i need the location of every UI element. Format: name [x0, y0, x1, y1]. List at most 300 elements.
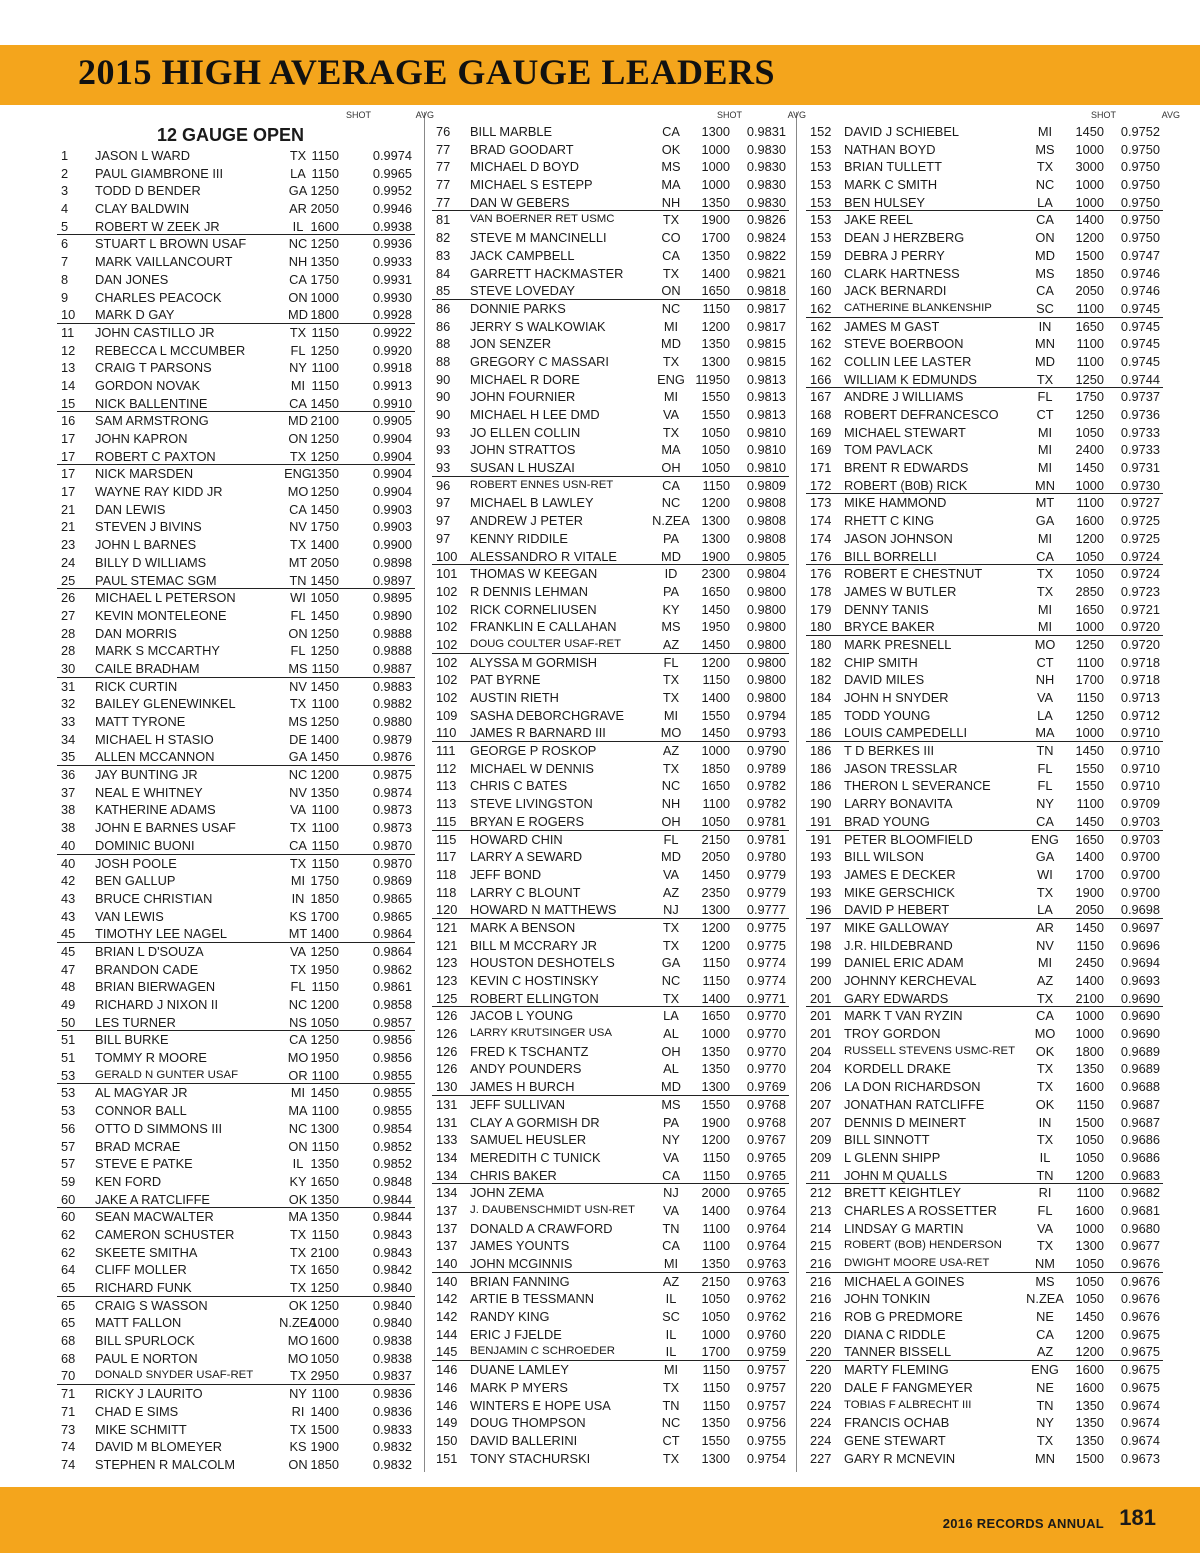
avg-cell: 0.9718 — [1120, 654, 1160, 670]
name-cell: MARK A BENSON — [470, 919, 576, 935]
avg-cell: 0.9677 — [1120, 1238, 1160, 1254]
name-cell: VAN LEWIS — [95, 908, 164, 924]
rank-cell: 90 — [436, 389, 451, 405]
name-cell: JOHN E BARNES USAF — [95, 820, 236, 836]
state-cell: CA — [289, 271, 307, 287]
rank-cell: 102 — [436, 672, 458, 688]
shot-cell: 1450 — [310, 501, 339, 517]
name-cell: RHETT C KING — [844, 513, 935, 529]
name-cell: JAMES E DECKER — [844, 866, 956, 882]
table-row — [806, 707, 1163, 725]
state-cell: N.ZEA — [1026, 1291, 1064, 1307]
rank-cell: 224 — [810, 1397, 832, 1413]
state-cell: MD — [1035, 247, 1055, 263]
state-cell: IL — [665, 1326, 677, 1342]
avg-cell: 0.9755 — [746, 1432, 786, 1448]
avg-cell: 0.9777 — [746, 902, 786, 918]
shot-cell: 1150 — [702, 955, 730, 971]
rank-cell: 28 — [61, 625, 76, 641]
rank-cell: 214 — [810, 1220, 832, 1236]
shot-cell: 2950 — [310, 1368, 339, 1384]
rank-cell: 38 — [61, 820, 76, 836]
table-row — [57, 625, 415, 643]
rank-cell: 174 — [810, 530, 832, 546]
rank-cell: 174 — [810, 513, 832, 529]
name-cell: DAN W GEBERS — [470, 194, 570, 210]
avg-cell: 0.9752 — [1120, 124, 1160, 139]
avg-cell: 0.9782 — [746, 796, 786, 812]
name-cell: SKEETE SMITHA — [95, 1244, 198, 1260]
rank-cell: 142 — [436, 1309, 458, 1325]
name-cell: T D BERKES III — [844, 743, 935, 759]
rank-cell: 27 — [61, 607, 76, 623]
avg-cell: 0.9804 — [746, 566, 786, 582]
avg-cell: 0.9817 — [746, 300, 786, 316]
name-cell: DAVID P HEBERT — [844, 902, 950, 918]
table-row — [57, 925, 415, 943]
avg-cell: 0.9765 — [746, 1167, 786, 1183]
rank-cell: 140 — [436, 1256, 458, 1271]
avg-cell: 0.9769 — [746, 1079, 786, 1095]
table-row — [806, 1326, 1163, 1344]
shot-cell: 1600 — [310, 218, 339, 234]
shot-cell: 1750 — [1075, 389, 1104, 405]
table-row — [57, 1438, 415, 1456]
avg-cell: 0.9844 — [372, 1209, 412, 1225]
state-cell: IL — [665, 1344, 677, 1360]
table-row — [806, 1290, 1163, 1308]
name-cell: RANDY KING — [470, 1309, 550, 1325]
rank-cell: 102 — [436, 601, 458, 617]
shot-cell: 1200 — [310, 767, 339, 783]
name-cell: BRIAN FANNING — [470, 1273, 570, 1289]
shot-cell: 1400 — [310, 731, 339, 747]
rank-cell: 49 — [61, 997, 76, 1012]
state-cell: TX — [662, 424, 680, 440]
shot-cell: 2100 — [1075, 990, 1104, 1006]
shot-cell: 1600 — [1075, 1202, 1104, 1218]
name-cell: JASON JOHNSON — [844, 530, 953, 546]
rank-cell: 48 — [61, 979, 76, 995]
avg-cell: 0.9843 — [372, 1244, 412, 1260]
avg-cell: 0.9721 — [1120, 601, 1160, 617]
name-cell: JOHN L BARNES — [95, 537, 197, 553]
avg-cell: 0.9904 — [372, 448, 412, 464]
avg-cell: 0.9856 — [372, 1032, 412, 1048]
shot-cell: 2050 — [310, 554, 339, 570]
state-cell: FL — [1037, 1202, 1053, 1218]
state-cell: MN — [1035, 1450, 1055, 1466]
state-cell: AR — [1036, 919, 1054, 935]
avg-cell: 0.9864 — [372, 926, 412, 942]
name-cell: RICK CURTIN — [95, 678, 178, 694]
avg-cell: 0.9760 — [746, 1326, 786, 1342]
rank-cell: 173 — [810, 495, 832, 511]
avg-cell: 0.9724 — [1120, 566, 1160, 582]
rank-cell: 71 — [61, 1386, 76, 1402]
table-row — [806, 919, 1163, 937]
state-cell: TX — [1036, 371, 1054, 387]
state-cell: NC — [661, 300, 681, 316]
rank-cell: 93 — [436, 442, 451, 458]
shot-cell: 1050 — [310, 1014, 339, 1030]
avg-cell: 0.9888 — [372, 643, 412, 659]
table-row — [806, 512, 1163, 530]
shot-header: SHOT — [716, 110, 742, 120]
table-row — [806, 265, 1163, 283]
name-cell: DEAN J HERZBERG — [844, 230, 965, 246]
avg-cell: 0.9855 — [372, 1103, 412, 1119]
avg-cell: 0.9703 — [1120, 831, 1160, 847]
table-row — [432, 671, 789, 689]
shot-cell: 1100 — [311, 1386, 339, 1402]
state-cell: TX — [1036, 566, 1054, 582]
leaders-list — [806, 123, 1163, 1467]
rank-cell: 160 — [810, 283, 832, 299]
rank-cell: 140 — [436, 1273, 458, 1289]
name-cell: KENNY RIDDILE — [470, 530, 568, 546]
table-row — [806, 760, 1163, 778]
avg-cell: 0.9737 — [1120, 389, 1160, 405]
rank-cell: 26 — [61, 590, 76, 606]
shot-cell: 1400 — [701, 690, 730, 705]
state-cell: MS — [1035, 265, 1055, 281]
state-cell: TX — [662, 1450, 680, 1466]
state-cell: TX — [289, 1368, 307, 1384]
table-row — [432, 512, 789, 530]
shot-cell: 1150 — [311, 165, 339, 181]
avg-cell: 0.9762 — [746, 1291, 786, 1307]
name-cell: MICHAEL H STASIO — [95, 731, 214, 747]
state-cell: MI — [663, 707, 679, 723]
shot-cell: 2850 — [1075, 583, 1104, 599]
state-cell: MS — [661, 619, 681, 635]
table-row — [57, 1279, 415, 1297]
name-cell: DAVID J SCHIEBEL — [844, 124, 959, 139]
rank-cell: 118 — [436, 884, 457, 900]
shot-cell: 2100 — [310, 413, 339, 429]
shot-cell: 1000 — [1075, 477, 1104, 493]
avg-cell: 0.9824 — [746, 230, 786, 246]
rank-cell: 71 — [61, 1403, 76, 1419]
name-cell: JACOB L YOUNG — [470, 1008, 574, 1024]
shot-cell: 1050 — [1075, 1273, 1104, 1289]
rank-cell: 37 — [61, 784, 76, 800]
rank-cell: 123 — [436, 973, 458, 988]
rank-cell: 169 — [810, 442, 832, 458]
state-cell: TX — [662, 760, 680, 776]
avg-cell: 0.9687 — [1120, 1096, 1160, 1112]
rank-cell: 102 — [436, 654, 458, 670]
table-row — [57, 748, 415, 766]
shot-cell: 1250 — [1075, 707, 1104, 723]
state-cell: N.ZEA — [652, 513, 690, 529]
avg-cell: 0.9757 — [746, 1379, 786, 1395]
name-cell: BRAD MCRAE — [95, 1138, 181, 1154]
state-cell: TX — [289, 324, 307, 340]
state-cell: FL — [290, 643, 306, 659]
rank-cell: 77 — [436, 177, 451, 193]
avg-cell: 0.9930 — [372, 289, 412, 305]
table-row — [432, 618, 789, 636]
table-row — [57, 572, 415, 590]
table-row — [57, 961, 415, 979]
rank-cell: 204 — [810, 1043, 832, 1059]
state-cell: MI — [663, 389, 679, 405]
shot-cell: 1250 — [310, 1280, 339, 1295]
table-row — [57, 908, 415, 926]
shot-cell: 1350 — [1075, 1415, 1104, 1431]
name-cell: JOHNNY KERCHEVAL — [844, 973, 977, 988]
name-cell: KEN FORD — [95, 1173, 162, 1189]
name-cell: JOHN CASTILLO JR — [95, 324, 215, 340]
table-row — [57, 1350, 415, 1368]
name-cell: JAKE A RATCLIFFE — [95, 1191, 210, 1207]
table-row — [806, 724, 1163, 742]
name-cell: MARK PRESNELL — [844, 636, 952, 652]
table-row — [806, 1397, 1163, 1415]
rank-cell: 57 — [61, 1138, 76, 1154]
name-cell: DWIGHT MOORE USA-RET — [844, 1257, 990, 1269]
rank-cell: 6 — [61, 236, 69, 252]
rank-cell: 60 — [61, 1209, 76, 1225]
avg-cell: 0.9724 — [1120, 548, 1160, 564]
rank-cell: 201 — [810, 1008, 832, 1024]
shot-cell: 1150 — [702, 973, 730, 988]
shot-cell: 1000 — [1075, 1008, 1104, 1024]
name-cell: CRAIG T PARSONS — [95, 360, 212, 376]
name-cell: TONY STACHURSKI — [470, 1450, 591, 1466]
shot-cell: 1200 — [1075, 1344, 1104, 1360]
state-cell: TN — [289, 572, 307, 588]
state-cell: GA — [1035, 513, 1055, 529]
table-row — [806, 937, 1163, 955]
name-cell: TIMOTHY LEE NAGEL — [95, 926, 228, 942]
name-cell: PAUL GIAMBRONE III — [95, 165, 223, 181]
name-cell: ALESSANDRO R VITALE — [470, 548, 617, 564]
table-row — [806, 1361, 1163, 1379]
avg-cell: 0.9830 — [746, 141, 786, 157]
rank-cell: 101 — [436, 566, 458, 582]
table-row — [806, 1255, 1163, 1273]
table-row — [806, 548, 1163, 566]
rank-cell: 220 — [810, 1344, 832, 1360]
rank-cell: 191 — [810, 813, 832, 829]
rank-cell: 76 — [436, 124, 451, 139]
name-cell: RICKY J LAURITO — [95, 1386, 203, 1402]
name-cell: L GLENN SHIPP — [844, 1149, 941, 1165]
avg-cell: 0.9763 — [746, 1256, 786, 1271]
shot-cell: 1050 — [1075, 1132, 1104, 1148]
table-row — [57, 801, 415, 819]
state-cell: NH — [1035, 672, 1055, 688]
table-row — [806, 353, 1163, 371]
rank-cell: 137 — [436, 1220, 458, 1236]
avg-cell: 0.9922 — [372, 324, 412, 340]
avg-cell: 0.9826 — [746, 212, 786, 228]
table-row — [57, 784, 415, 802]
name-cell: JAMES R BARNARD III — [470, 725, 606, 741]
table-row — [57, 165, 415, 183]
avg-cell: 0.9768 — [746, 1096, 786, 1112]
table-row — [57, 1403, 415, 1421]
avg-cell: 0.9890 — [372, 607, 412, 623]
avg-cell: 0.9875 — [372, 767, 412, 783]
state-cell: NC — [661, 973, 681, 988]
avg-cell: 0.9694 — [1120, 955, 1160, 971]
name-cell: JOHN ZEMA — [470, 1185, 544, 1201]
table-row — [432, 1290, 789, 1308]
table-row — [432, 742, 789, 760]
avg-cell: 0.9815 — [746, 353, 786, 369]
table-row — [432, 548, 789, 566]
rank-cell: 68 — [61, 1333, 76, 1349]
shot-cell: 1650 — [701, 778, 730, 794]
shot-cell: 1100 — [702, 1220, 730, 1236]
name-cell: CHIP SMITH — [844, 654, 918, 670]
name-cell: CLAY A GORMISH DR — [470, 1114, 600, 1130]
rank-cell: 64 — [61, 1262, 76, 1278]
state-cell: TX — [1036, 583, 1054, 599]
rank-cell: 43 — [61, 908, 76, 924]
table-row — [806, 1167, 1163, 1185]
shot-cell: 1050 — [310, 1350, 339, 1366]
name-cell: GEORGE P ROSKOP — [470, 743, 597, 759]
name-cell: LES TURNER — [95, 1014, 176, 1030]
name-cell: CHARLES PEACOCK — [95, 289, 222, 305]
shot-cell: 1100 — [1076, 495, 1104, 511]
table-row — [432, 1025, 789, 1043]
table-row — [432, 972, 789, 990]
table-row — [57, 890, 415, 908]
column-header — [806, 106, 1180, 123]
name-cell: COLLIN LEE LASTER — [844, 353, 972, 369]
state-cell: ON — [288, 1138, 308, 1154]
name-cell: RUSSELL STEVENS USMC-RET — [844, 1044, 1016, 1057]
state-cell: IN — [1038, 318, 1052, 334]
rank-cell: 68 — [61, 1350, 76, 1366]
state-cell: MI — [1037, 424, 1053, 440]
rank-cell: 17 — [61, 466, 76, 482]
state-cell: VA — [289, 943, 307, 959]
shot-cell: 1400 — [310, 537, 339, 553]
avg-cell: 0.9880 — [372, 714, 412, 729]
shot-cell: 1800 — [310, 307, 339, 323]
name-cell: BILLY D WILLIAMS — [95, 554, 207, 570]
shot-cell: 1350 — [310, 784, 339, 800]
state-cell: OK — [288, 1297, 308, 1313]
name-cell: JEFF SULLIVAN — [470, 1096, 566, 1112]
state-cell: SC — [662, 1309, 680, 1325]
name-cell: BEN GALLUP — [95, 873, 176, 889]
avg-cell: 0.9870 — [372, 837, 412, 853]
shot-cell: 1000 — [701, 743, 730, 759]
shot-cell: 2050 — [1075, 902, 1104, 918]
table-row — [806, 583, 1163, 601]
avg-cell: 0.9869 — [372, 873, 412, 889]
avg-cell: 0.9800 — [746, 619, 786, 635]
shot-cell: 1400 — [310, 926, 339, 942]
avg-cell: 0.9674 — [1120, 1397, 1160, 1413]
shot-cell: 1250 — [310, 714, 339, 729]
shot-cell: 1150 — [702, 1397, 730, 1413]
footer-label: 2016 RECORDS ANNUAL — [942, 1516, 1104, 1531]
shot-cell: 1200 — [1075, 230, 1104, 246]
table-row — [57, 1332, 415, 1350]
table-row — [806, 1202, 1163, 1220]
state-cell: IN — [291, 890, 305, 906]
avg-cell: 0.9774 — [746, 955, 786, 971]
name-cell: BILL M MCCRARY JR — [470, 937, 598, 953]
shot-cell: 1650 — [701, 583, 730, 599]
name-cell: RICK CORNELIUSEN — [470, 601, 597, 617]
shot-cell: 1850 — [1075, 265, 1104, 281]
rank-cell: 93 — [436, 460, 451, 476]
rank-cell: 193 — [810, 884, 832, 900]
rank-cell: 21 — [61, 519, 76, 535]
name-cell: CRAIG S WASSON — [95, 1297, 208, 1313]
table-row — [432, 1397, 789, 1415]
name-cell: FRANKLIN E CALLAHAN — [470, 619, 617, 635]
name-cell: SUSAN L HUSZAI — [470, 460, 575, 476]
shot-cell: 1350 — [310, 1191, 339, 1207]
shot-cell: 1350 — [701, 1061, 730, 1077]
shot-cell: 1000 — [310, 1315, 339, 1331]
state-cell: ID — [664, 566, 678, 582]
avg-cell: 0.9822 — [746, 247, 786, 263]
avg-cell: 0.9852 — [372, 1138, 412, 1154]
avg-cell: 0.9800 — [746, 601, 786, 617]
rank-cell: 50 — [61, 1014, 76, 1030]
avg-cell: 0.9800 — [746, 654, 786, 670]
shot-cell: 1650 — [310, 1262, 339, 1278]
shot-cell: 2050 — [310, 201, 339, 217]
rank-cell: 211 — [810, 1167, 831, 1183]
table-row — [432, 530, 789, 548]
shot-cell: 1050 — [1075, 1256, 1104, 1271]
table-row — [57, 1456, 415, 1474]
shot-cell: 1500 — [310, 1421, 339, 1437]
table-row — [57, 412, 415, 430]
name-cell: JACK BERNARDI — [844, 283, 947, 299]
state-cell: KY — [662, 601, 680, 617]
name-cell: CAMERON SCHUSTER — [95, 1226, 235, 1242]
shot-cell: 1150 — [311, 660, 339, 676]
state-cell: CA — [662, 1167, 680, 1183]
state-cell: VA — [1036, 1220, 1054, 1236]
shot-cell: 1600 — [1075, 1379, 1104, 1395]
shot-cell: 1250 — [310, 484, 339, 500]
avg-cell: 0.9779 — [746, 884, 786, 900]
shot-cell: 1100 — [311, 696, 339, 712]
state-cell: AZ — [662, 636, 680, 652]
rank-cell: 184 — [810, 690, 832, 705]
rank-cell: 60 — [61, 1191, 76, 1207]
avg-cell: 0.9765 — [746, 1149, 786, 1165]
shot-cell: 1550 — [1075, 760, 1104, 776]
state-cell: FL — [290, 979, 306, 995]
name-cell: CLIFF MOLLER — [95, 1262, 187, 1278]
avg-cell: 0.9676 — [1120, 1291, 1160, 1307]
name-cell: CHRIS BAKER — [470, 1167, 557, 1183]
table-row — [806, 229, 1163, 247]
shot-cell: 1600 — [1075, 513, 1104, 529]
state-cell: FL — [663, 831, 679, 847]
avg-cell: 0.9709 — [1120, 796, 1160, 812]
name-cell: ALYSSA M GORMISH — [470, 654, 598, 670]
state-cell: NC — [288, 1120, 308, 1136]
state-cell: OR — [288, 1067, 308, 1083]
